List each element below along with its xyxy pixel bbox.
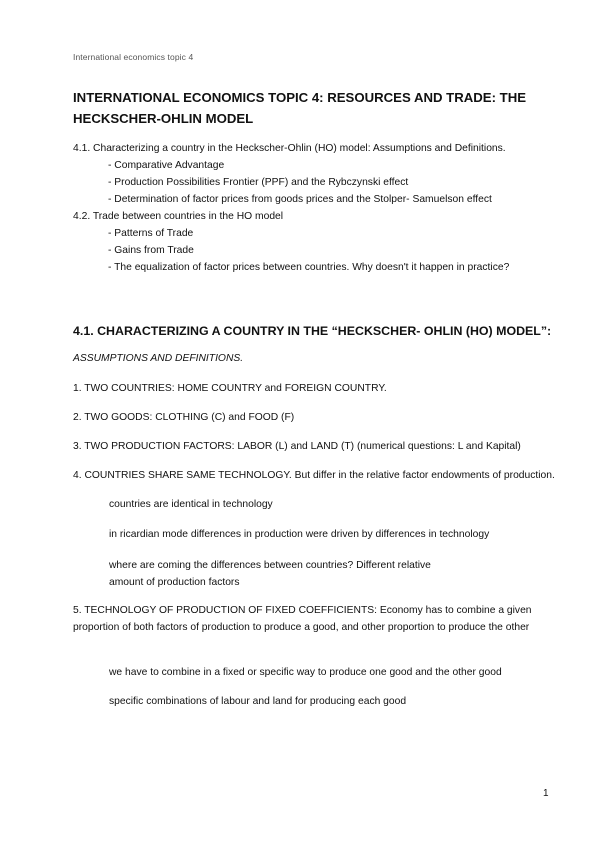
assumption-2: 2. TWO GOODS: CLOTHING (C) and FOOD (F) [73,412,295,423]
note-item: where are coming the differences between countries? Different relative amount of production factors [109,560,431,588]
running-header: International economics topic 4 [73,52,194,62]
toc-sub-item: - Patterns of Trade [108,228,194,239]
note-item: countries are identical in technology [109,499,273,510]
toc-item-4-1: 4.1. Characterizing a country in the Heckscher-Ohlin (HO) model: Assumptions and Definitions. [73,143,506,154]
assumption-5: 5. TECHNOLOGY OF PRODUCTION OF FIXED COEFFICIENTS: Economy has to combine a given proportion of both factors of production to produce a good, and other proportion to produce the other [73,605,532,633]
section-subheading: ASSUMPTIONS AND DEFINITIONS. [73,353,244,364]
toc-sub-item: - The equalization of factor prices between countries. Why doesn't it happen in practice? [108,262,510,273]
section-heading: 4.1. CHARACTERIZING A COUNTRY IN THE “HECKSCHER- OHLIN (HO) MODEL”: [73,324,552,338]
note-item: in ricardian mode differences in production were driven by differences in technology [109,529,490,540]
note-item: specific combinations of labour and land for producing each good [109,696,407,707]
toc-sub-item: - Gains from Trade [108,245,194,256]
note-item: we have to combine in a fixed or specific way to produce one good and the other good [109,667,502,678]
assumption-3: 3. TWO PRODUCTION FACTORS: LABOR (L) and LAND (T) (numerical questions: L and Kapital) [73,441,521,452]
toc-sub-item: - Production Possibilities Frontier (PPF) and the Rybczynski effect [108,177,409,188]
document-title: INTERNATIONAL ECONOMICS TOPIC 4: RESOURCES AND TRADE: THE HECKSCHER-OHLIN MODEL [73,90,527,126]
assumption-4: 4. COUNTRIES SHARE SAME TECHNOLOGY. But differ in the relative factor endowments of production. [73,470,555,481]
toc-sub-item: - Determination of factor prices from goods prices and the Stolper- Samuelson effect [108,194,492,205]
toc-item-4-2: 4.2. Trade between countries in the HO model [73,211,284,222]
assumption-1: 1. TWO COUNTRIES: HOME COUNTRY and FOREIGN COUNTRY. [73,383,387,394]
toc-sub-item: - Comparative Advantage [108,160,225,171]
page-number: 1 [543,788,549,799]
